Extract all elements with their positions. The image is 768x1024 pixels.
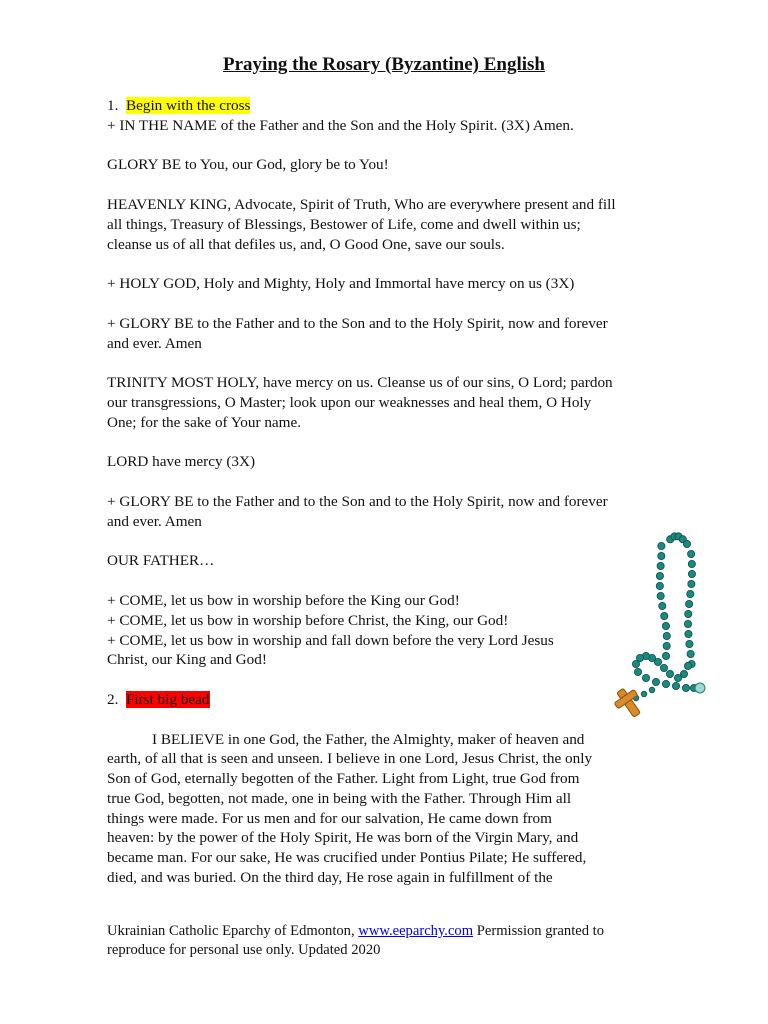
- prayer-creed: I BELIEVE in one God, the Father, the Almighty, maker of heaven and earth, of all that is seen and unseen. I believe in one Lord, Jesus Christ, the only Son of God, eternally begotten of the Father. Light from Light, true God from true God, begotten, not made, one in being with the Father. Through Him all things were made. For us men and for our salvation, He came down from heaven: by the power of the Holy Spirit, He was born of the Virgin Mary, and became man. For our sake, He was crucified under Pontius Pilate; He suffered, died, and was buried. On the third day, He rose again in fulfillment of the: [107, 730, 593, 887]
- rosary-bead: [663, 632, 670, 639]
- prayer-in-the-name: + IN THE NAME of the Father and the Son and the Holy Spirit. (3X) Amen.: [107, 116, 574, 134]
- section-1-number: 1.: [107, 97, 119, 114]
- rosary-bead: [684, 620, 691, 627]
- prayer-glory-father-2: + GLORY BE to the Father and to the Son and to the Holy Spirit, now and forever and ever. Amen: [107, 492, 608, 530]
- rosary-bead: [656, 582, 663, 589]
- rosary-bead: [686, 640, 693, 647]
- rosary-bead: [632, 660, 639, 667]
- eeparchy-link[interactable]: www.eeparchy.com: [358, 923, 474, 939]
- rosary-medal: [695, 683, 705, 693]
- document-body: [107, 96, 667, 908]
- section-2-heading: [107, 690, 667, 710]
- prayer-heavenly-king: HEAVENLY KING, Advocate, Spirit of Truth, Who are everywhere present and fill all things, Treasury of Blessings, Bestower of Life, come and dwell within us; cleanse us of all that defiles us, and, O Good One, save our souls.: [107, 195, 616, 253]
- rosary-bead: [687, 590, 694, 597]
- footer: Ukrainian Catholic Eparchy of Edmonton, www.eeparchy.com Permission granted to reproduce for personal use only. Updated 2020: [107, 923, 605, 959]
- rosary-bead: [657, 592, 664, 599]
- rosary-bead: [683, 540, 690, 547]
- crucifix-icon: [610, 684, 647, 722]
- rosary-bead: [657, 562, 664, 569]
- rosary-bead: [684, 662, 691, 669]
- rosary-bead: [642, 674, 649, 681]
- rosary-bead: [682, 684, 689, 691]
- rosary-bead: [658, 552, 665, 559]
- section-2-number: 2.: [107, 690, 119, 708]
- rosary-bead: [662, 652, 669, 659]
- rosary-bead: [688, 560, 695, 567]
- prayer-holy-god: + HOLY GOD, Holy and Mighty, Holy and Immortal have mercy on us (3X): [107, 275, 575, 293]
- rosary-bead: [652, 678, 659, 685]
- rosary-bead: [687, 650, 694, 657]
- prayer-glory-to-you: GLORY BE to You, our God, glory be to You!: [107, 156, 389, 174]
- rosary-bead: [688, 550, 695, 557]
- section-2-title: First big bead: [125, 690, 210, 708]
- rosary-bead: [662, 622, 669, 629]
- rosary-bead: [663, 642, 670, 649]
- prayer-our-father: OUR FATHER…: [107, 552, 215, 570]
- rosary-bead: [658, 542, 665, 549]
- prayer-lord-have-mercy: LORD have mercy (3X): [107, 453, 256, 471]
- rosary-bead: [688, 570, 695, 577]
- rosary-bead-chain: [632, 533, 697, 701]
- prayer-trinity: TRINITY MOST HOLY, have mercy on us. Cleanse us of our sins, O Lord; pardon our transgressions, O Master; look upon our weaknesses and heal them, O Holy One; for the sake of Your name.: [107, 374, 613, 431]
- rosary-bead: [674, 674, 681, 681]
- section-1-title: Begin with the cross: [125, 97, 251, 114]
- prayer-glory-father-1: + GLORY BE to the Father and to the Son and to the Holy Spirit, now and forever and ever. Amen: [107, 314, 608, 352]
- rosary-bead: [666, 670, 673, 677]
- rosary-bead: [641, 691, 647, 697]
- rosary-bead: [649, 687, 655, 693]
- rosary-bead: [634, 668, 641, 675]
- rosary-bead: [685, 630, 692, 637]
- rosary-bead: [685, 610, 692, 617]
- rosary-bead: [662, 680, 669, 687]
- rosary-bead: [659, 602, 666, 609]
- rosary-bead: [688, 580, 695, 587]
- page-title: Praying the Rosary (Byzantine) English: [223, 54, 545, 75]
- rosary-bead: [660, 664, 667, 671]
- rosary-bead: [686, 600, 693, 607]
- prayer-come: + COME, let us bow in worship before the King our God! + COME, let us bow in worship before Christ, the King, our God! + COME, let us bow in worship and fall down before the very Lord Jesus Christ, our King and God!: [107, 591, 554, 669]
- rosary-illustration: [608, 528, 712, 724]
- rosary-bead: [661, 612, 668, 619]
- rosary-bead: [672, 682, 679, 689]
- section-1-heading: [107, 96, 667, 116]
- rosary-bead: [656, 572, 663, 579]
